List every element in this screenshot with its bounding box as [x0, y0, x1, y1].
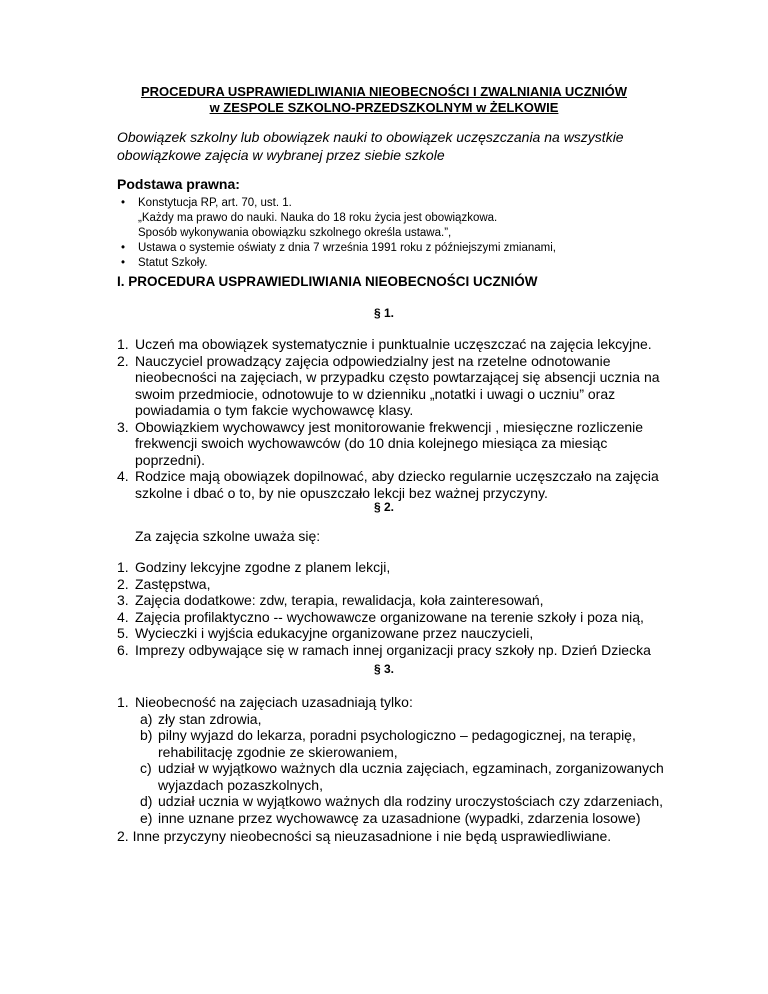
- sub-list-item: c) udział w wyjątkowo ważnych dla ucznia zajęciach, egzaminach, zorganizowanych wyjazdach pozaszkolnych,: [140, 760, 664, 793]
- legal-basis-heading: Podstawa prawna:: [117, 176, 240, 192]
- sub-list-item: b) pilny wyjazd do lekarza, poradni psychologiczno – pedagogicznej, na terapię, rehabilitację zgodnie ze skierowaniem,: [140, 727, 636, 760]
- list-item: 5. Wycieczki i wyjścia edukacyjne organizowane przez nauczycieli,: [117, 625, 534, 641]
- legal-item: • Konstytucja RP, art. 70, ust. 1.: [121, 197, 292, 209]
- list-item: 4. Rodzice mają obowiązek dopilnować, aby dziecko regularnie uczęszczało na zajęcia szkolne i dbać o to, by nie opuszczało lekcji bez ważnej przyczyny.: [117, 468, 659, 501]
- list-item: 2. Zastępstwa,: [117, 575, 211, 592]
- bullet-icon: •: [121, 257, 126, 269]
- paragraph-label: § 1.: [373, 306, 394, 320]
- legal-basis-list: [117, 196, 677, 271]
- list-item: 4. Zajęcia profilaktyczno -- wychowawcze organizowane na terenie szkoły i poza nią,: [117, 608, 644, 625]
- document-title-line2: w ZESPOLE SZKOLNO-PRZEDSZKOLNYM w ŻELKOWIE: [209, 100, 559, 115]
- paragraph1-list: [117, 336, 677, 501]
- list-item: 3. Obowiązkiem wychowawcy jest monitorowanie frekwencji , miesięczne rozliczenie frekwencji swoich wychowawców (do 10 dnia kolejnego miesiąca za miesiąc poprzedni).: [117, 418, 644, 468]
- bullet-icon: •: [121, 242, 126, 254]
- intro-paragraph: Obowiązek szkolny lub obowiązek nauki to obowiązek uczęszczania na wszystkie obowiązkowe zajęcia w wybranej przez siebie szkole: [117, 129, 624, 163]
- closing-statement: 2. Inne przyczyny nieobecności są nieuzasadnione i nie będą usprawiedliwiane.: [117, 828, 612, 844]
- legal-item-quote: Sposób wykonywania obowiązku szkolnego określa ustawa.”,: [138, 227, 452, 239]
- list-item: 1. Godziny lekcyjne zgodne z planem lekcji,: [117, 559, 391, 575]
- paragraph3-list: [117, 694, 677, 826]
- legal-item-quote: „Każdy ma prawo do nauki. Nauka do 18 roku życia jest obowiązkowa.: [138, 212, 498, 224]
- paragraph2-lead: Za zajęcia szkolne uważa się:: [135, 528, 321, 544]
- sub-list-item: a) zły stan zdrowia,: [140, 710, 262, 727]
- paragraph2-list: [117, 559, 677, 658]
- bullet-icon: •: [121, 197, 126, 209]
- legal-item: • Statut Szkoły.: [121, 257, 208, 269]
- sub-list-item: d) udział ucznia w wyjątkowo ważnych dla rodziny uroczystościach czy zdarzeniach,: [140, 793, 663, 809]
- list-item: 1. Nieobecność na zajęciach uzasadniają tylko:: [117, 694, 413, 710]
- document-title-line1: PROCEDURA USPRAWIEDLIWIANIA NIEOBECNOŚCI I ZWALNIANIA UCZNIÓW: [140, 84, 628, 99]
- list-item: 2. Nauczyciel prowadzący zajęcia odpowiedzialny jest na rzetelne odnotowanie nieobecności na zajęciach, w przypadku często powtarzającej się absencji ucznia na swoim przedmiocie, odnotowuje to w dzienniku „notatki i uwagi o uczniu” oraz powiadamia o tym fakcie wychowawcę klasy.: [117, 352, 660, 418]
- list-item: 3. Zajęcia dodatkowe: zdw, terapia, rewalidacja, koła zainteresowań,: [117, 592, 544, 608]
- paragraph-label: § 3.: [373, 662, 394, 676]
- sub-list-item: e) inne uznane przez wychowawcę za uzasadnione (wypadki, zdarzenia losowe): [140, 809, 641, 826]
- list-item: 1. Uczeń ma obowiązek systematycznie i punktualnie uczęszczać na zajęcia lekcyjne.: [117, 336, 652, 352]
- section-heading: I. PROCEDURA USPRAWIEDLIWIANIA NIEOBECNOŚCI UCZNIÓW: [117, 274, 538, 289]
- list-item: 6. Imprezy odbywające się w ramach innej organizacji pracy szkoły np. Dzień Dziecka: [117, 641, 651, 658]
- legal-item: • Ustawa o systemie oświaty z dnia 7 września 1991 roku z późniejszymi zmianami,: [121, 242, 556, 254]
- paragraph-label: § 2.: [373, 500, 394, 514]
